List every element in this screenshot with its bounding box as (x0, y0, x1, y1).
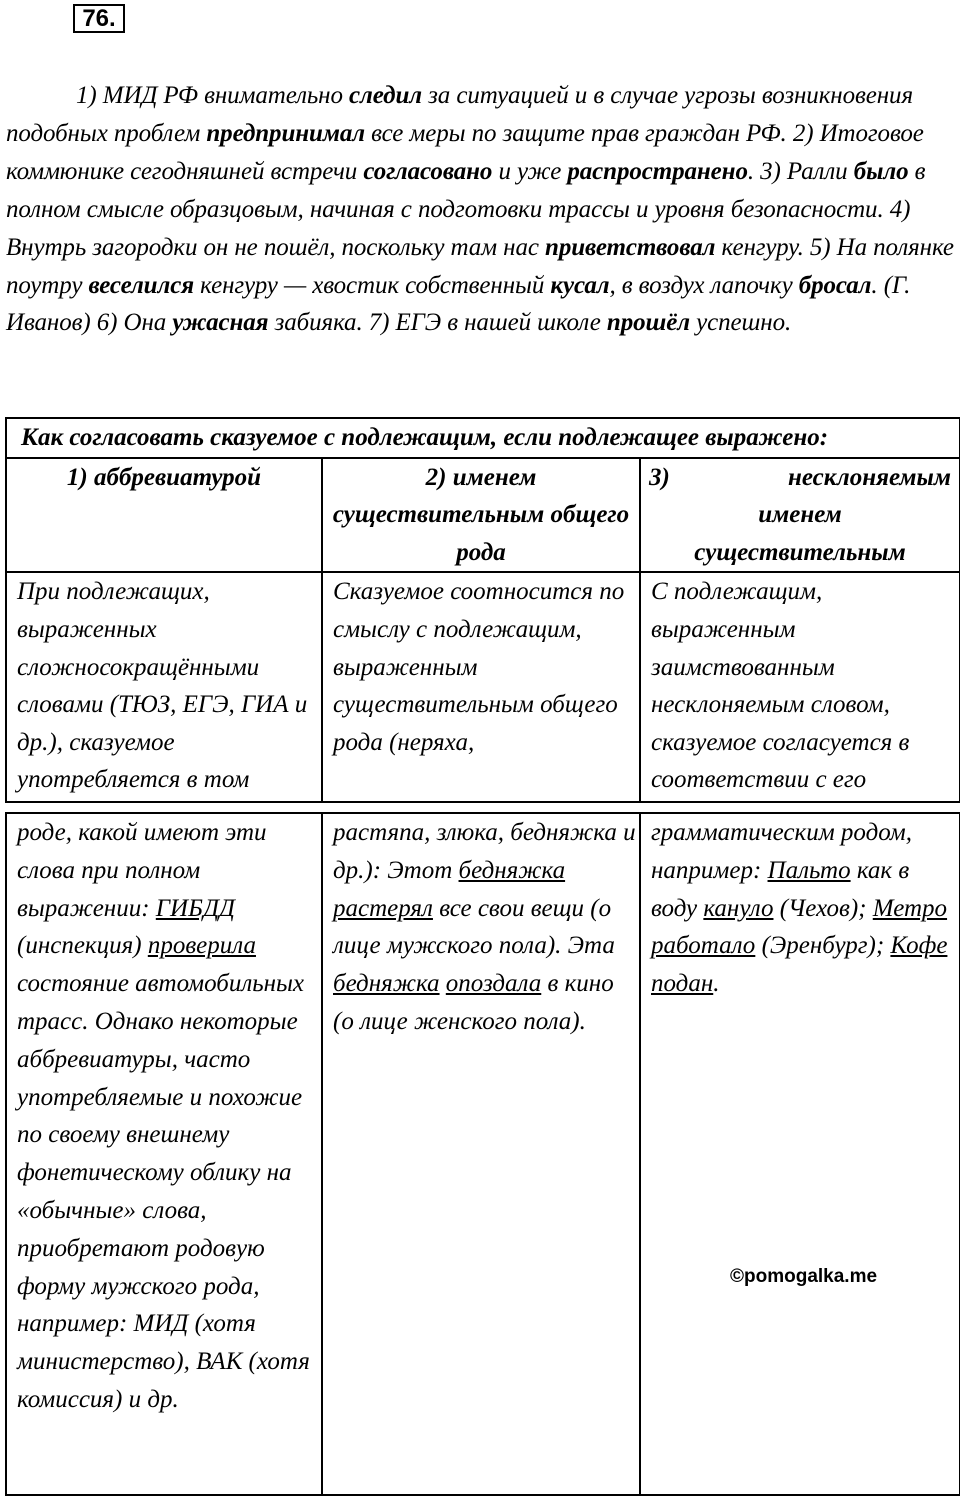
underlined-example-word: растерял (333, 894, 433, 922)
text-run: за ситуацией и в случае угрозы возникновения подобных проблем (6, 82, 913, 147)
text-run: . (Г. Иванов) 6) Она (6, 271, 911, 337)
text-run: кенгуру — хвостик собственный (193, 271, 551, 299)
text-run: (Чехов); (773, 894, 873, 922)
text-run: как в воду (651, 856, 910, 922)
table-cell-abbreviation-2 (6, 813, 322, 1495)
underlined-example-word: бедняжка (333, 970, 440, 998)
exercise-text (6, 77, 956, 342)
predicate-highlight: веселился (88, 271, 194, 299)
text-run: все меры по защите прав граждан РФ. 2) Итоговое коммюнике сегодняшней встречи (6, 119, 924, 185)
underlined-example-word: ГИБДД (155, 894, 235, 922)
exercise-number: 76. (73, 4, 125, 33)
underlined-example-word: кануло (703, 894, 774, 922)
column-heading-line: 3) несклоняемым (649, 463, 952, 491)
text-run: (Эренбург); (755, 932, 891, 960)
table-cell-common-gender-2 (322, 813, 640, 1495)
underlined-example-word: Кофе (890, 932, 948, 960)
predicate-highlight: согласовано (363, 157, 493, 185)
text-run: . (713, 970, 720, 998)
text-run: кенгуру. 5) На полянке поутру (6, 233, 954, 299)
predicate-highlight: следил (349, 82, 422, 109)
text-run: забияка. 7) ЕГЭ в нашей школе (268, 309, 607, 337)
underlined-example-word: опоздала (445, 970, 542, 998)
underlined-example-word: подан (651, 970, 714, 998)
underlined-example-word: Метро работало (651, 894, 948, 960)
predicate-highlight: бросал (798, 271, 872, 299)
column-heading-indeclinable (640, 458, 960, 573)
text-run: 1) МИД РФ внимательно (76, 82, 350, 109)
predicate-highlight: предпринимал (206, 119, 366, 147)
agreement-table-part-2 (5, 812, 960, 1496)
text-run: успешно. (689, 309, 792, 337)
underlined-example-word: проверила (147, 932, 256, 960)
text-run: в полном смысле образцовым, начиная с подготовки трассы и уровня безопасности. 4) Внутрь загородки он не пошёл, поскольку там нас (6, 157, 926, 261)
column-heading-line: существительным (694, 538, 906, 566)
watermark: ©pomogalka.me (730, 1266, 878, 1287)
underlined-example-word: бедняжка (458, 856, 566, 884)
predicate-highlight: было (853, 157, 909, 185)
predicate-highlight: кусал (550, 271, 610, 299)
table-cell-indeclinable-2 (640, 813, 960, 1495)
text-run: все свои вещи (о лице мужского пола). Эта (333, 894, 615, 960)
predicate-highlight: прошёл (606, 309, 690, 337)
table-cell-indeclinable-1: С подлежащим, выраженным заимствованным несклоняемым словом, сказуемое согласуется в соответствии с его (640, 572, 960, 802)
predicate-highlight: распространено (567, 157, 748, 185)
column-heading-abbreviation: 1) аббревиатурой (6, 458, 322, 573)
text-run: состояние автомобильных трасс. Однако некоторые аббревиатуры, часто употребляемые и похожие по своему внешнему фонетическому облику на «обычные» слова, приобретают родовую форму мужского рода, например: МИД (хотя министерство), ВАК (хотя комиссия) и др. (17, 970, 310, 1413)
text-run: в кино (о лице женского пола). (333, 970, 614, 1035)
text-run: грамматическим родом, например: (651, 819, 912, 884)
table-cell-common-gender-1: Сказуемое соотносится по смыслу с подлежащим, выраженным существительным общего рода (неряха, (322, 572, 640, 802)
underlined-example-word: Пальто (767, 856, 851, 884)
predicate-highlight: приветствовал (545, 233, 716, 261)
table-header: Как согласовать сказуемое с подлежащим, если подлежащее выражено: (6, 418, 960, 458)
text-run: роде, какой имеют эти слова при полном выражении: (17, 819, 267, 922)
text-run: и уже (492, 157, 568, 185)
text-run: , в воздух лапочку (609, 271, 799, 299)
agreement-table-part-1 (5, 417, 960, 803)
predicate-highlight: ужасная (172, 309, 269, 337)
text-run: растяпа, злюка, бедняжка и др.): Этот (333, 819, 636, 884)
column-heading-line: именем (758, 501, 842, 529)
table-cell-abbreviation-1: При подлежащих, выраженных сложносокращёнными словами (ТЮЗ, ЕГЭ, ГИА и др.), сказуемое употребляется в том (6, 572, 322, 802)
column-heading-common-gender: 2) именем существительным общего рода (322, 458, 640, 573)
text-run: . 3) Ралли (747, 157, 854, 185)
text-run: (инспекция) (17, 932, 148, 960)
